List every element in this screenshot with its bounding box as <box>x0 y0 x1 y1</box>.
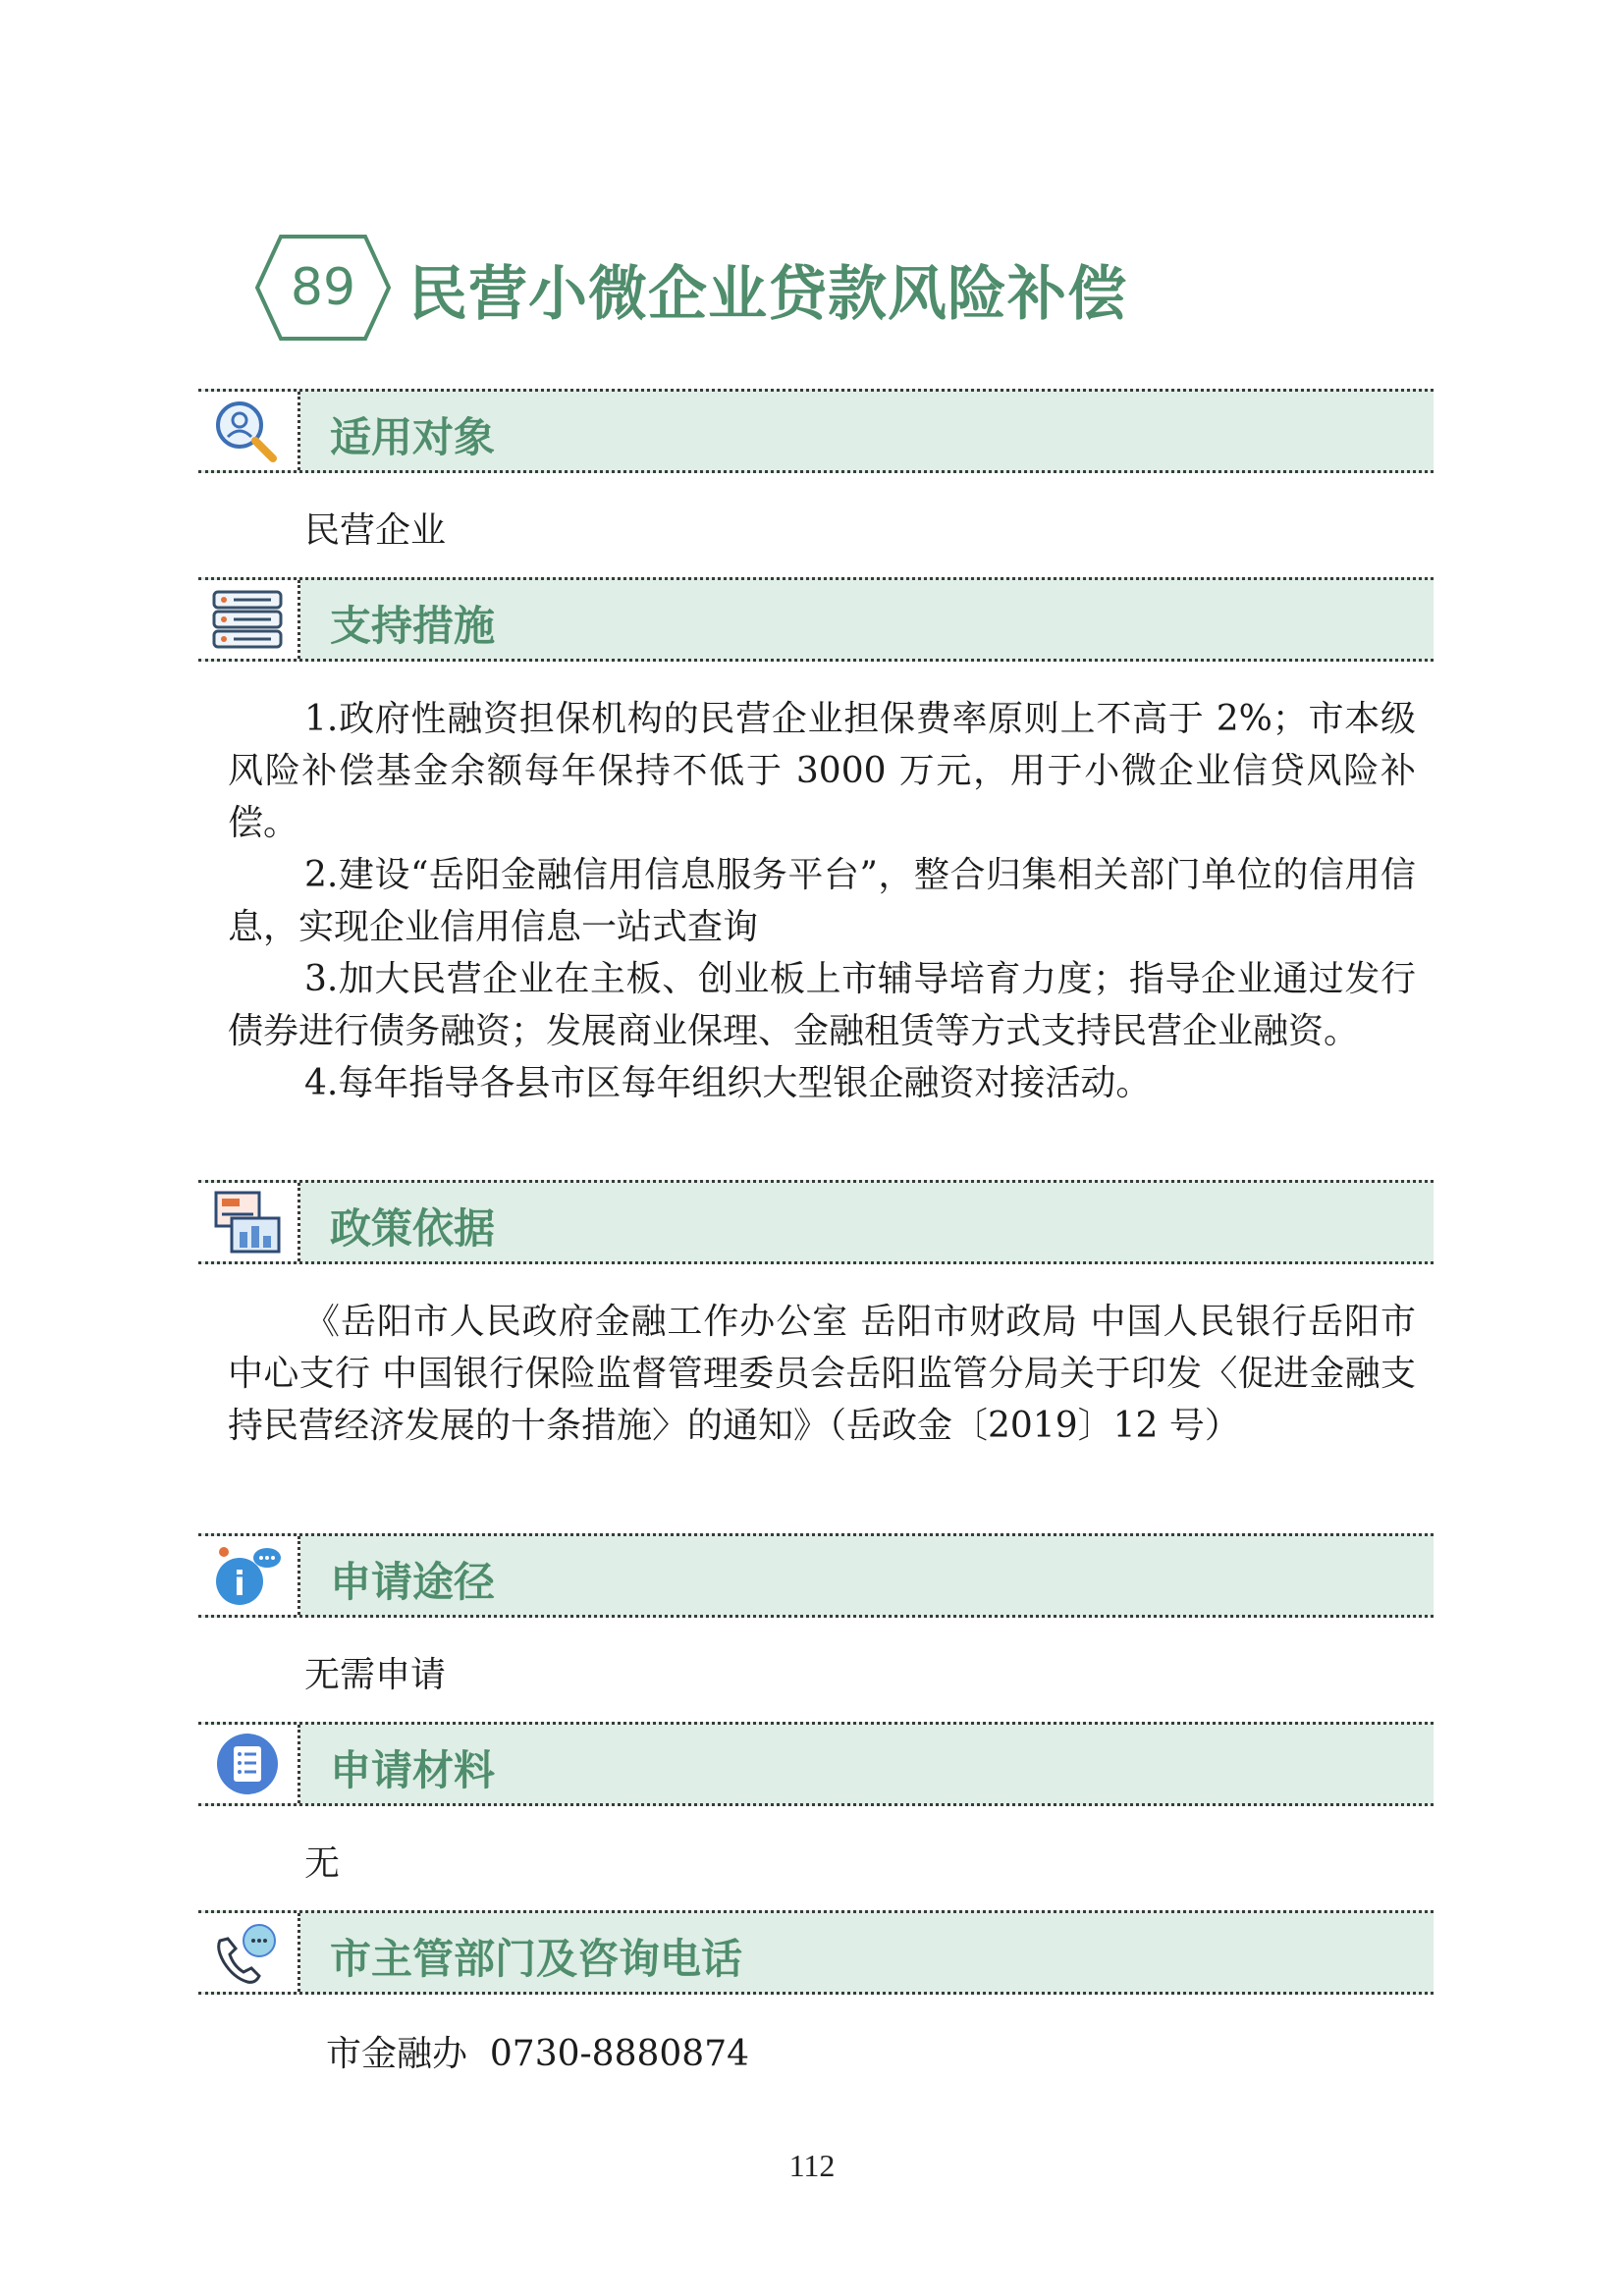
person-magnifier-icon <box>210 398 285 464</box>
section-title: 申请途径 <box>330 1558 496 1606</box>
section-title: 支持措施 <box>330 602 496 650</box>
target-content: 民营企业 <box>304 510 447 551</box>
svg-text:i: i <box>234 1565 245 1604</box>
section-body-measures <box>228 693 1416 1109</box>
page-title: 民营小微企业贷款风险补偿 <box>408 260 1127 329</box>
section-body-basis <box>228 1296 1416 1452</box>
info-chat-icon <box>210 1542 285 1609</box>
section-header-basis <box>198 1180 1434 1264</box>
section-title: 申请材料 <box>330 1746 496 1794</box>
measure-paragraph: 2.建设“岳阳金融信用信息服务平台”，整合归集相关部门单位的信用信息，实现企业信用信息一站式查询 <box>228 855 1416 947</box>
hexagon-icon <box>253 234 393 342</box>
section-header-target <box>198 389 1434 473</box>
section-header-contact <box>198 1910 1434 1995</box>
server-list-icon <box>210 586 285 653</box>
contact-content: 市金融办 0730-8880874 <box>326 2034 749 2074</box>
item-number: 89 <box>290 258 356 317</box>
measure-paragraph: 1.政府性融资担保机构的民营企业担保费率原则上不高于 2%；市本级风险补偿基金余额每年保持不低于 3000 万元，用于小微企业信贷风险补偿。 <box>228 699 1416 843</box>
page-number: 112 <box>788 2148 836 2183</box>
measure-paragraph: 3.加大民营企业在主板、创业板上市辅导培育力度；指导企业通过发行债券进行债务融资；发展商业保理、金融租赁等方式支持民营企业融资。 <box>228 959 1416 1051</box>
section-title: 市主管部门及咨询电话 <box>330 1935 743 1983</box>
item-number-badge <box>253 234 393 342</box>
checklist-icon <box>210 1731 285 1797</box>
section-header-channel <box>198 1533 1434 1618</box>
section-body-channel <box>228 1649 1416 1701</box>
measure-paragraph: 4.每年指导各县市区每年组织大型银企融资对接活动。 <box>304 1063 1152 1103</box>
section-body-target <box>228 505 1416 557</box>
section-body-contact <box>249 2028 1437 2080</box>
phone-chat-icon <box>210 1919 285 1986</box>
section-header-materials <box>198 1722 1434 1806</box>
materials-content: 无 <box>304 1843 341 1884</box>
basis-content: 《岳阳市人民政府金融工作办公室 岳阳市财政局 中国人民银行岳阳市中心支行 中国银行保险监督管理委员会岳阳监管分局关于印发〈促进金融支持民营经济发展的十条措施〉的通知》（岳政金〔2019〕12 号） <box>228 1302 1416 1446</box>
section-title: 适用对象 <box>330 413 496 461</box>
page-header <box>253 234 1471 351</box>
document-chart-icon <box>210 1189 285 1255</box>
channel-content: 无需申请 <box>304 1655 447 1695</box>
section-title: 政策依据 <box>330 1204 496 1253</box>
section-header-measures <box>198 577 1434 662</box>
section-body-materials <box>228 1838 1416 1890</box>
